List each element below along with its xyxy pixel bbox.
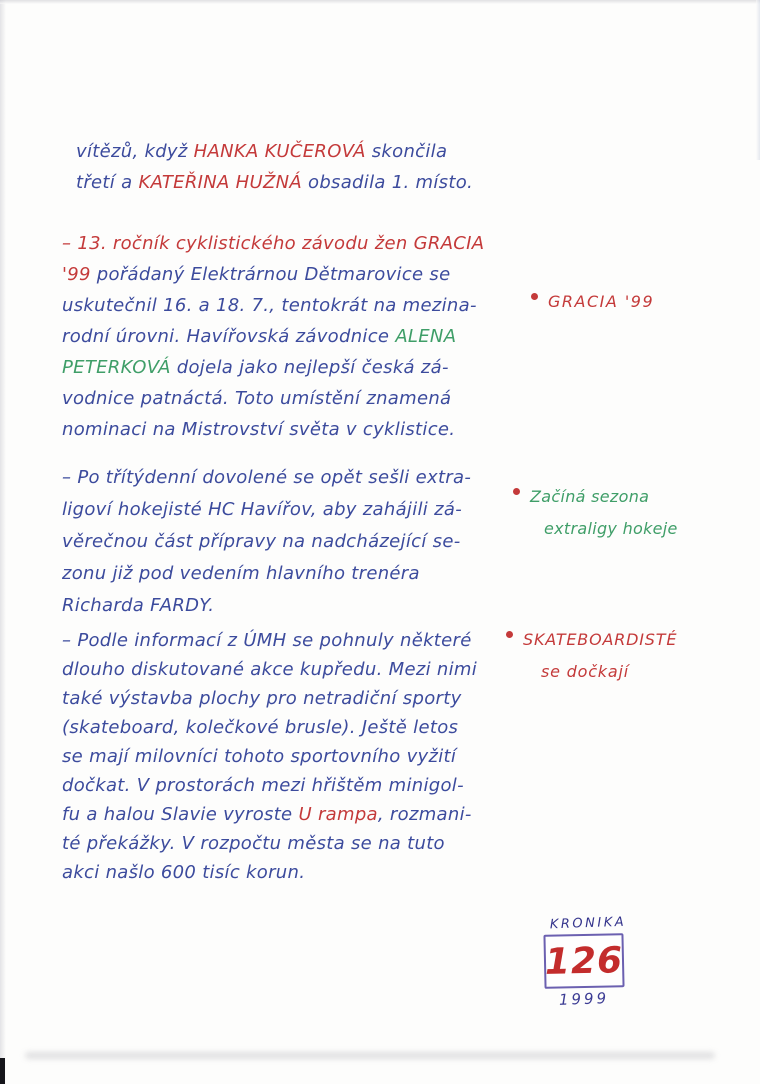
text-line xyxy=(62,321,484,352)
text-segment: dojela jako nejlepší česká zá- xyxy=(170,357,449,378)
text-line xyxy=(62,590,471,622)
text-segment: Začíná sezona xyxy=(530,487,650,506)
text-segment: , rozmani- xyxy=(377,804,472,825)
stamp-year: 1999 xyxy=(558,989,610,1009)
text-segment: vítězů, když xyxy=(76,141,194,162)
text-line xyxy=(62,414,484,445)
text-line xyxy=(530,513,678,545)
text-line xyxy=(76,136,473,167)
text-segment: SKATEBOARDISTÉ xyxy=(523,630,678,649)
text-line xyxy=(523,624,677,656)
text-segment: PETERKOVÁ xyxy=(62,357,171,378)
scan-edge-top xyxy=(0,0,760,4)
stamp-label: KRONIKA xyxy=(549,914,627,933)
text-line xyxy=(62,259,484,290)
scan-smudge xyxy=(25,1052,715,1059)
text-line xyxy=(62,526,471,558)
text-line xyxy=(62,655,477,684)
margin-note-hokej xyxy=(513,481,678,545)
text-segment: HANKA KUČEROVÁ xyxy=(193,141,366,162)
text-line xyxy=(62,829,477,858)
text-segment: rodní úrovni. Havířovská závodnice xyxy=(62,326,396,347)
text-segment: zonu již pod vedením hlavního trenéra xyxy=(62,563,420,584)
text-line xyxy=(548,286,654,318)
text-segment: (skateboard, kolečkové brusle). Ještě letos xyxy=(62,717,459,738)
text-line xyxy=(62,800,477,829)
text-segment: ligoví hokejisté HC Havířov, aby zahájili zá- xyxy=(62,499,462,520)
text-segment: se mají milovníci tohoto sportovního vyžití xyxy=(62,746,457,767)
text-line xyxy=(62,494,471,526)
scan-edge-right xyxy=(756,0,760,160)
text-segment: obsadila 1. místo. xyxy=(301,172,474,193)
page-number-stamp xyxy=(524,916,644,1008)
text-line xyxy=(62,290,484,321)
text-segment: – Podle informací z ÚMH se pohnuly některé xyxy=(62,630,472,651)
margin-note-text xyxy=(530,481,678,545)
bullet-icon xyxy=(531,293,538,300)
scan-corner-mark xyxy=(0,1058,5,1084)
text-segment: ALENA xyxy=(395,326,457,347)
text-segment: vodnice patnáctá. Toto umístění znamená xyxy=(62,388,452,409)
text-line xyxy=(62,684,477,713)
text-segment: Richarda FARDY. xyxy=(62,595,215,616)
text-segment: akci našlo 600 tisíc korun. xyxy=(62,862,306,883)
bullet-icon xyxy=(513,488,520,495)
text-segment: extraligy hokeje xyxy=(544,519,678,538)
text-line xyxy=(62,352,484,383)
text-line xyxy=(62,558,471,590)
text-segment: – 13. ročník cyklistického závodu žen GRACIA xyxy=(62,233,485,254)
paragraph-gracia xyxy=(62,228,484,445)
text-line xyxy=(62,626,477,655)
text-segment: také výstavba plochy pro netradiční sporty xyxy=(62,688,462,709)
text-line xyxy=(530,481,678,513)
text-line xyxy=(62,383,484,414)
text-segment: uskutečnil 16. a 18. 7., tentokrát na mezina- xyxy=(62,295,477,316)
text-segment: '99 xyxy=(62,264,97,285)
margin-note-gracia xyxy=(531,286,654,318)
text-line xyxy=(62,771,477,800)
text-segment: KATEŘINA HUŽNÁ xyxy=(138,172,302,193)
margin-note-text xyxy=(548,286,654,318)
paragraph-hokej xyxy=(62,462,471,622)
text-line xyxy=(62,228,484,259)
scan-edge-left xyxy=(0,0,6,1084)
text-line xyxy=(62,462,471,494)
stamp-box xyxy=(543,933,624,989)
text-segment: se dočkají xyxy=(541,662,629,681)
text-line xyxy=(523,656,677,688)
text-segment: skončila xyxy=(365,141,448,162)
paragraph-skate xyxy=(62,626,477,887)
bullet-icon xyxy=(506,631,513,638)
text-segment: nominaci na Mistrovství světa v cyklistice. xyxy=(62,419,456,440)
text-segment: – Po třítýdenní dovolené se opět sešli extra- xyxy=(62,467,472,488)
text-segment: fu a halou Slavie vyroste xyxy=(62,804,299,825)
margin-note-text xyxy=(523,624,677,688)
text-segment: pořádaný Elektrárnou Dětmarovice se xyxy=(96,264,451,285)
text-segment: dočkat. V prostorách mezi hřištěm minigol- xyxy=(62,775,464,796)
text-segment: GRACIA '99 xyxy=(548,292,655,311)
text-segment: té překážky. V rozpočtu města se na tuto xyxy=(62,833,445,854)
text-line xyxy=(62,713,477,742)
text-line xyxy=(62,858,477,887)
text-segment: U rampa xyxy=(298,804,378,825)
text-line xyxy=(76,167,473,198)
text-line xyxy=(62,742,477,771)
page-number: 126 xyxy=(544,939,624,983)
text-segment: věrečnou část přípravy na nadcházející se- xyxy=(62,531,461,552)
intro-paragraph xyxy=(76,136,473,198)
text-segment: třetí a xyxy=(76,172,139,193)
text-segment: dlouho diskutované akce kupředu. Mezi nimi xyxy=(62,659,478,680)
margin-note-skate xyxy=(506,624,677,688)
